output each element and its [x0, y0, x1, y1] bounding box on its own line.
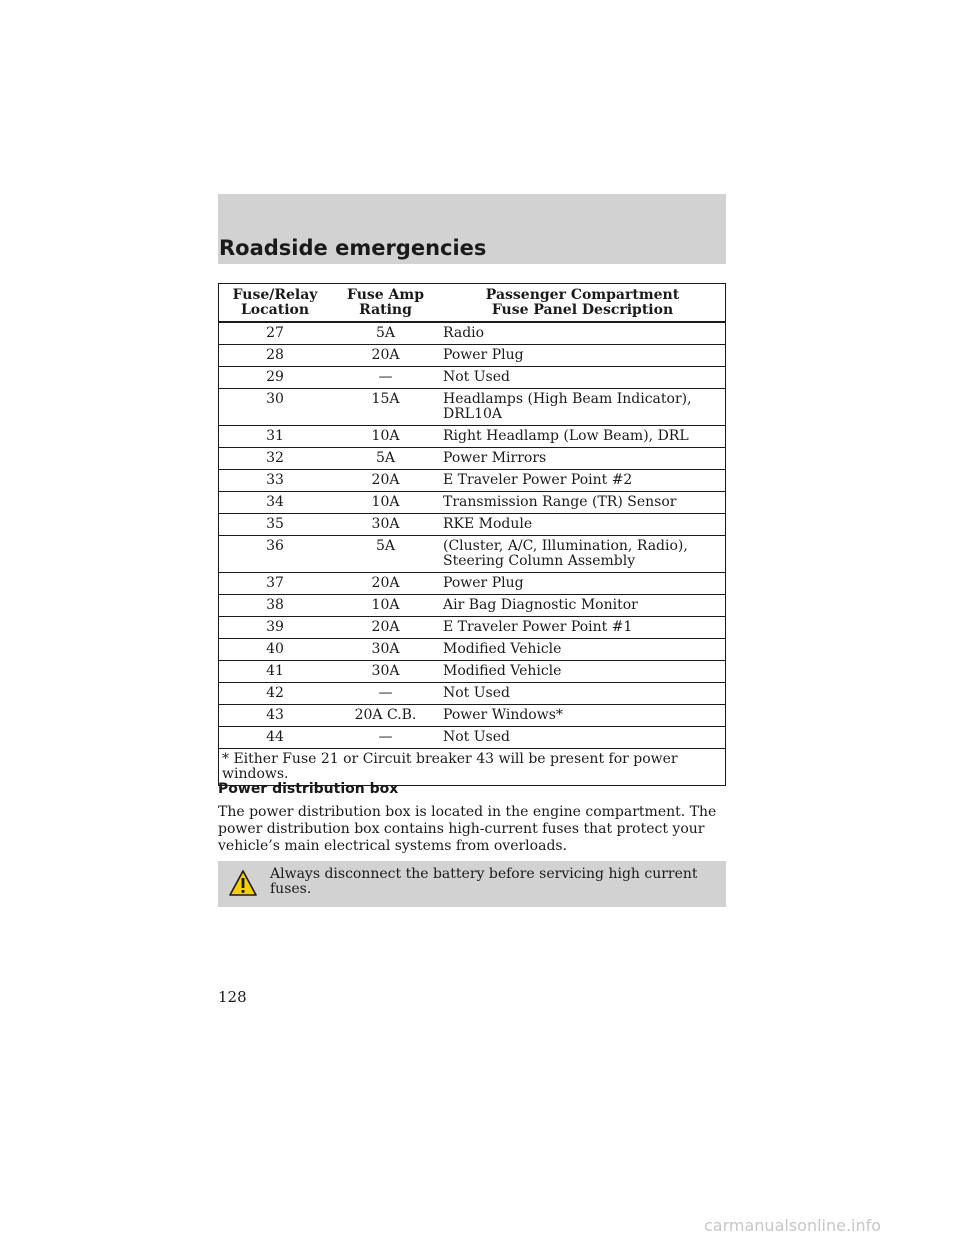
fuse-amp-cell: 20A	[331, 345, 440, 367]
table-row	[219, 727, 726, 749]
fuse-description-cell: Modified Vehicle	[440, 639, 726, 661]
fuse-location-cell: 28	[219, 345, 332, 367]
fuse-amp-cell: 15A	[331, 389, 440, 426]
section-paragraph: The power distribution box is located in the engine compartment. The power distribution box contains high-current fuses that protect your vehicle’s main electrical systems from overloads.	[218, 804, 717, 854]
table-row	[219, 514, 726, 536]
fuse-description-cell: Air Bag Diagnostic Monitor	[440, 595, 726, 617]
table-footnote-row	[219, 749, 726, 786]
fuse-description-cell: Not Used	[440, 727, 726, 749]
warning-text: Always disconnect the battery before servicing high current fuses.	[270, 866, 698, 897]
fuse-location-cell: 29	[219, 367, 332, 389]
fuse-location-cell: 35	[219, 514, 332, 536]
fuse-location-cell: 33	[219, 470, 332, 492]
fuse-table	[218, 283, 726, 786]
fuse-amp-cell: 30A	[331, 661, 440, 683]
fuse-location-cell: 43	[219, 705, 332, 727]
fuse-description-cell: Power Mirrors	[440, 448, 726, 470]
fuse-location-cell: 36	[219, 536, 332, 573]
table-row	[219, 683, 726, 705]
table-row	[219, 595, 726, 617]
table-row	[219, 470, 726, 492]
fuse-amp-cell: 10A	[331, 426, 440, 448]
fuse-location-cell: 40	[219, 639, 332, 661]
fuse-location-cell: 42	[219, 683, 332, 705]
fuse-location-cell: 34	[219, 492, 332, 514]
fuse-amp-cell: 20A C.B.	[331, 705, 440, 727]
table-header-row	[219, 284, 726, 323]
fuse-location-cell: 37	[219, 573, 332, 595]
table-row	[219, 536, 726, 573]
table-row	[219, 705, 726, 727]
warning-box	[218, 861, 726, 907]
column-header-description: Passenger Compartment Fuse Panel Description	[440, 284, 726, 323]
table-row	[219, 367, 726, 389]
fuse-description-cell: (Cluster, A/C, Illumination, Radio), Steering Column Assembly	[440, 536, 726, 573]
fuse-location-cell: 31	[219, 426, 332, 448]
fuse-amp-cell: —	[331, 683, 440, 705]
fuse-amp-cell: —	[331, 727, 440, 749]
table-row	[219, 492, 726, 514]
watermark[interactable]: carmanualsonline.info	[704, 1216, 882, 1235]
page-section-title: Roadside emergencies	[219, 236, 487, 260]
fuse-description-cell: Not Used	[440, 367, 726, 389]
fuse-amp-cell: 30A	[331, 514, 440, 536]
fuse-description-cell: E Traveler Power Point #1	[440, 617, 726, 639]
fuse-amp-cell: 10A	[331, 595, 440, 617]
table-row	[219, 345, 726, 367]
fuse-location-cell: 30	[219, 389, 332, 426]
fuse-amp-cell: 5A	[331, 536, 440, 573]
fuse-location-cell: 32	[219, 448, 332, 470]
fuse-amp-cell: 20A	[331, 573, 440, 595]
fuse-description-cell: Not Used	[440, 683, 726, 705]
column-header-location: Fuse/Relay Location	[219, 284, 332, 323]
fuse-amp-cell: 5A	[331, 322, 440, 345]
fuse-amp-cell: 20A	[331, 617, 440, 639]
section-heading: Power distribution box	[218, 781, 399, 797]
fuse-amp-cell: —	[331, 367, 440, 389]
fuse-description-cell: Radio	[440, 322, 726, 345]
table-row	[219, 661, 726, 683]
fuse-amp-cell: 5A	[331, 448, 440, 470]
table-row	[219, 426, 726, 448]
fuse-description-cell: Right Headlamp (Low Beam), DRL	[440, 426, 726, 448]
column-header-amp-rating: Fuse Amp Rating	[331, 284, 440, 323]
table-row	[219, 639, 726, 661]
table-footnote: * Either Fuse 21 or Circuit breaker 43 will be present for power windows.	[219, 749, 726, 786]
fuse-description-cell: Transmission Range (TR) Sensor	[440, 492, 726, 514]
fuse-amp-cell: 10A	[331, 492, 440, 514]
fuse-description-cell: Power Plug	[440, 345, 726, 367]
fuse-location-cell: 27	[219, 322, 332, 345]
fuse-description-cell: RKE Module	[440, 514, 726, 536]
fuse-description-cell: E Traveler Power Point #2	[440, 470, 726, 492]
fuse-description-cell: Power Plug	[440, 573, 726, 595]
fuse-amp-cell: 30A	[331, 639, 440, 661]
table-row	[219, 322, 726, 345]
fuse-location-cell: 39	[219, 617, 332, 639]
table-row	[219, 573, 726, 595]
fuse-location-cell: 41	[219, 661, 332, 683]
fuse-description-cell: Headlamps (High Beam Indicator), DRL10A	[440, 389, 726, 426]
warning-triangle-icon	[228, 869, 258, 897]
fuse-table-body	[219, 322, 726, 786]
table-row	[219, 389, 726, 426]
fuse-location-cell: 38	[219, 595, 332, 617]
table-row	[219, 617, 726, 639]
fuse-location-cell: 44	[219, 727, 332, 749]
fuse-amp-cell: 20A	[331, 470, 440, 492]
table-row	[219, 448, 726, 470]
fuse-description-cell: Power Windows*	[440, 705, 726, 727]
fuse-description-cell: Modified Vehicle	[440, 661, 726, 683]
page-number: 128	[218, 988, 247, 1006]
